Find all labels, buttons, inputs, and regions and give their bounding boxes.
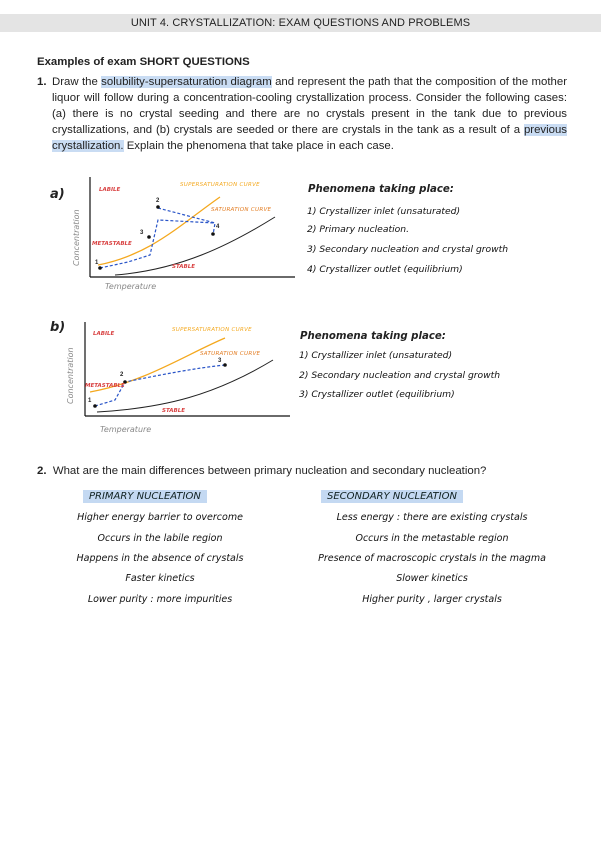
diagram-b-point-3: [223, 363, 227, 367]
diagram-a-stable: STABLE: [172, 264, 195, 270]
header-title: UNIT 4. CRYSTALLIZATION: EXAM QUESTIONS AND PROBLEMS: [130, 17, 471, 29]
primary-row-1: Higher energy barrier to overcome: [77, 512, 243, 523]
diagram-a-point-2: [156, 205, 160, 209]
diagram-b-xlabel: Temperature: [100, 425, 152, 434]
diagram-a-point-4: [211, 232, 215, 236]
section-title: Examples of exam SHORT QUESTIONS: [37, 56, 250, 68]
primary-nucleation-header: PRIMARY NUCLEATION: [83, 490, 207, 503]
phenomena-a-step-3: 3) Secondary nucleation and crystal growth: [307, 244, 509, 255]
diagram-b-point-1: [93, 404, 97, 408]
primary-row-5: Lower purity : more impurities: [87, 594, 233, 605]
phenomena-b-step-3: 3) Crystallizer outlet (equilibrium): [299, 389, 455, 400]
phenomena-a-title: Phenomena taking place:: [308, 184, 454, 195]
diagram-b-stable: STABLE: [162, 408, 185, 414]
diagram-b-ylabel: Concentration: [66, 347, 75, 404]
q1-highlight-2: previous crystallization.: [52, 124, 567, 152]
primary-row-4: Faster kinetics: [125, 573, 195, 584]
diagram-a-label: a): [50, 187, 65, 202]
phenomena-a-step-4: 4) Crystallizer outlet (equilibrium): [307, 264, 463, 275]
primary-row-2: Occurs in the labile region: [97, 533, 223, 544]
secondary-row-5: Higher purity , larger crystals: [362, 594, 502, 605]
diagram-a-sat-label: SATURATION CURVE: [211, 207, 272, 213]
diagram-a-ylabel: Concentration: [72, 209, 81, 266]
diagram-b-sat-label: SATURATION CURVE: [200, 351, 261, 357]
phenomena-b-step-2: 2) Secondary nucleation and crystal growth: [299, 370, 501, 381]
secondary-row-4: Slower kinetics: [396, 573, 468, 584]
diagram-a-sat-curve: [115, 217, 275, 275]
diagram-a-supersat-label: SUPERSATURATION CURVE: [180, 182, 260, 188]
secondary-row-2: Occurs in the metastable region: [355, 533, 509, 544]
diagram-a-num-1: 1: [95, 260, 99, 266]
diagram-a-labile: LABILE: [99, 187, 121, 193]
phenomena-a-step-1: 1) Crystallizer inlet (unsaturated): [307, 206, 461, 217]
diagram-b-label: b): [50, 320, 66, 335]
q1-text-b: and represent the path that the composition of the mother liquor will follow during a concentration-cooling crystallization process. Consider the following cases: (a) there is no crystal seeding and there are no crystals present in the tank due to previous crystallizations, and (b) crystals are seeded or there are crystals in the tank as a result of a: [52, 76, 567, 136]
question-2-text: What are the main differences between primary nucleation and secondary nucleation?: [52, 465, 487, 477]
diagram-a-metastable: METASTABLE: [92, 241, 132, 247]
diagram-b-metastable: METASTABLE: [85, 383, 125, 389]
q1-text-c: Explain the phenomena that take place in each case.: [123, 140, 394, 152]
diagram-b-labile: LABILE: [93, 331, 115, 337]
question-2: [37, 465, 486, 477]
diagram-a-num-3: 3: [140, 230, 144, 236]
diagram-a-num-4: 4: [216, 224, 220, 230]
secondary-row-1: Less energy : there are existing crystals: [336, 512, 528, 523]
diagram-b-supersat-label: SUPERSATURATION CURVE: [172, 327, 252, 333]
phenomena-b-step-1: 1) Crystallizer inlet (unsaturated): [299, 350, 453, 361]
diagram-a-point-3: [147, 235, 151, 239]
diagram-a-xlabel: Temperature: [105, 282, 157, 291]
question-1-number: 1.: [37, 76, 47, 88]
phenomena-a-step-2: 2) Primary nucleation.: [307, 224, 409, 235]
primary-row-3: Happens in the absence of crystals: [76, 553, 244, 564]
secondary-row-3: Presence of macroscopic crystals in the magma: [318, 553, 546, 564]
diagram-a-num-2: 2: [156, 198, 160, 204]
diagram-b-num-1: 1: [88, 398, 92, 404]
diagram-b-num-3: 3: [218, 358, 222, 364]
secondary-nucleation-header: SECONDARY NUCLEATION: [321, 490, 463, 503]
question-1: [37, 74, 567, 154]
phenomena-b-title: Phenomena taking place:: [300, 331, 446, 342]
page-header: [0, 14, 601, 32]
q1-highlight-1: solubility-supersaturation diagram: [101, 76, 272, 88]
diagram-b-num-2: 2: [120, 372, 124, 378]
diagram-a-point-1: [98, 266, 102, 270]
question-2-number: 2.: [37, 465, 47, 477]
question-1-text: [52, 74, 567, 154]
q1-text-a: Draw the: [52, 76, 102, 88]
